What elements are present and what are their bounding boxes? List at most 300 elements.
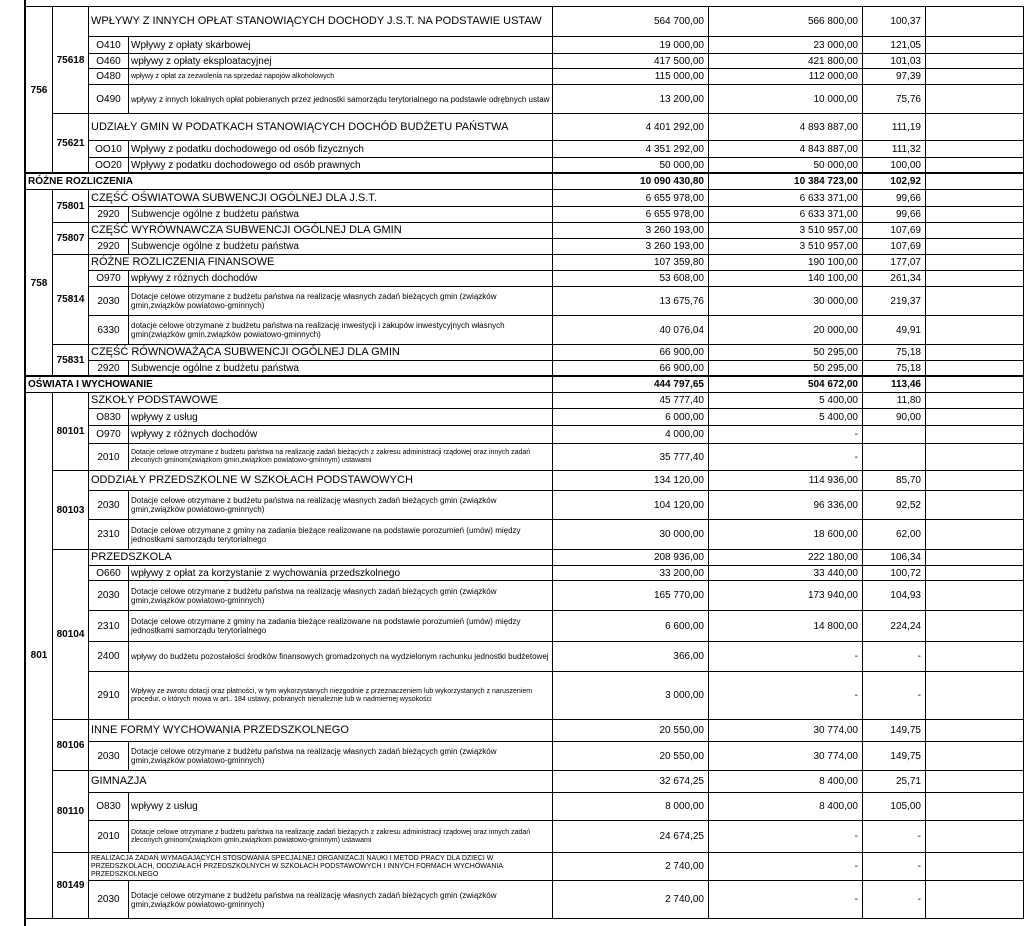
item-description-text: wpływy z opłat za korzystanie z wychowania przedszkolnego [131, 567, 401, 579]
chapter-code [52, 254, 89, 345]
plan-value [552, 392, 709, 409]
plan-value [552, 222, 709, 239]
projected-value-text: 6 633 371,00 [799, 192, 858, 204]
paragraph-code [88, 36, 129, 54]
item-description-text: Subwencje ogólne z budżetu państwa [131, 363, 299, 374]
chapter-code [52, 344, 89, 377]
item-description-text: wpływy do budżetu pozostałości środków finansowych gromadzonych na wydzielonym rachunku jednostki budżetowej [131, 652, 549, 661]
percent-value [862, 610, 926, 642]
empty-cell [925, 425, 1024, 444]
projected-value-text: 8 400,00 [819, 801, 858, 812]
projected-value [708, 741, 863, 771]
percent-value [862, 53, 926, 69]
projected-value [708, 443, 863, 471]
chapter-title [88, 852, 553, 881]
item-description [128, 408, 553, 426]
percent-value-text: 111,32 [891, 143, 921, 155]
chapter-code [52, 222, 89, 255]
plan-value [552, 189, 709, 207]
plan-value-text: 20 550,00 [659, 725, 704, 736]
empty-cell [925, 880, 1024, 919]
plan-value-text: 13 200,00 [659, 93, 704, 105]
chapter-code [52, 470, 89, 550]
chapter-title-text: UDZIAŁY GMIN W PODATKACH STANOWIĄCYCH DOCHÓD BUDŻETU PAŃSTWA [91, 120, 509, 133]
empty-cell [925, 443, 1024, 471]
paragraph-code [88, 580, 129, 611]
percent-value-text: 92,52 [895, 499, 921, 511]
paragraph-code [88, 519, 129, 550]
percent-value-text: - [917, 651, 921, 662]
plan-value-text: 208 936,00 [653, 552, 704, 563]
percent-value [862, 565, 926, 581]
paragraph-code-text: 2030 [97, 590, 120, 601]
percent-value [862, 490, 926, 520]
projected-value [708, 549, 863, 566]
division-code-text: 758 [30, 277, 48, 289]
projected-value-text: 50 295,00 [813, 363, 858, 374]
paragraph-code-text: OO10 [95, 143, 122, 155]
paragraph-code [88, 443, 129, 471]
plan-value [552, 741, 709, 771]
percent-value [862, 344, 926, 361]
projected-value [708, 519, 863, 550]
item-description [128, 820, 553, 853]
percent-value-text: 107,69 [890, 241, 921, 252]
plan-value-text: 4 000,00 [665, 429, 704, 440]
plan-value-text: 6 655 978,00 [645, 209, 704, 220]
empty-cell [925, 140, 1024, 158]
projected-value [708, 852, 863, 881]
paragraph-code-text: 6330 [97, 324, 120, 336]
paragraph-code [88, 425, 129, 444]
item-description-text: Dotacje celowe otrzymane z budżetu państwa na realizację własnych zadań bieżących gmin (związków gmin,związków powiatowo-gminnych) [131, 496, 497, 514]
paragraph-code [88, 270, 129, 287]
chapter-code [52, 189, 89, 223]
plan-value-text: 115 000,00 [654, 71, 704, 82]
item-description [128, 671, 553, 720]
paragraph-code [88, 880, 129, 919]
paragraph-code-text: 2030 [97, 750, 120, 762]
plan-value [552, 68, 709, 85]
percent-value-text: 113,46 [890, 379, 921, 390]
projected-value [708, 719, 863, 742]
chapter-code [52, 852, 89, 919]
percent-value-text: 100,00 [890, 160, 921, 171]
item-description-text: wpływy z różnych dochodów [131, 429, 258, 440]
percent-value [862, 270, 926, 287]
paragraph-code [88, 68, 129, 85]
plan-value-text: 66 900,00 [659, 363, 704, 374]
projected-value-text: 50 295,00 [813, 347, 858, 358]
item-description-text: wpływy z opłat za zezwolenia na sprzedaż napojów alkoholowych [131, 72, 335, 80]
plan-value-text: 564 700,00 [653, 16, 704, 27]
chapter-title [88, 113, 553, 141]
paragraph-code [88, 641, 129, 672]
percent-value-text: 99,66 [895, 209, 921, 220]
empty-cell [925, 519, 1024, 550]
projected-value-text: - [854, 831, 858, 842]
percent-value-text: 62,00 [895, 529, 921, 540]
plan-value [552, 490, 709, 520]
chapter-code [52, 719, 89, 771]
projected-value-text: 222 180,00 [807, 552, 858, 563]
plan-value [552, 206, 709, 223]
item-description-text: wpływy z innych lokalnych opłat pobieranych przez jednostki samorządu terytorialnego na podstawie odrębnych ustaw [131, 94, 550, 104]
empty-cell [925, 741, 1024, 771]
projected-value [708, 820, 863, 853]
empty-cell [925, 392, 1024, 409]
projected-value-text: - [854, 651, 858, 662]
chapter-code-text: 80149 [56, 880, 85, 891]
plan-value-text: 165 770,00 [653, 590, 704, 601]
chapter-title [88, 719, 553, 742]
chapter-title-text: SZKOŁY PODSTAWOWE [91, 394, 218, 406]
empty-cell [925, 671, 1024, 720]
item-description-text: Dotacje celowe otrzymane z gminy na zadania bieżące realizowane na podstawie porozumień (umów) między jednostkami samorządu terytorialnego [131, 525, 521, 544]
empty-cell [925, 206, 1024, 223]
percent-value [862, 820, 926, 853]
item-description [128, 68, 553, 85]
empty-cell [925, 84, 1024, 114]
projected-value-text: 50 000,00 [813, 160, 858, 171]
projected-value [708, 68, 863, 85]
projected-value [708, 286, 863, 316]
empty-cell [925, 36, 1024, 54]
item-description [128, 84, 553, 114]
paragraph-code [88, 565, 129, 581]
plan-value-text: 33 200,00 [659, 567, 704, 579]
plan-value-text: 4 351 292,00 [645, 143, 704, 155]
paragraph-code-text: O460 [96, 55, 121, 67]
projected-value-text: 96 336,00 [813, 499, 858, 511]
plan-value [552, 565, 709, 581]
percent-value [862, 68, 926, 85]
projected-value [708, 206, 863, 223]
chapter-code [52, 6, 89, 114]
plan-value-text: 20 550,00 [659, 750, 704, 762]
projected-value-text: 30 774,00 [813, 725, 858, 736]
chapter-code-text: 75618 [56, 54, 85, 66]
division-code-text: 756 [30, 84, 48, 96]
plan-value [552, 84, 709, 114]
empty-cell [925, 222, 1024, 239]
percent-value-text: 224,24 [890, 620, 921, 632]
projected-value [708, 270, 863, 287]
percent-value [862, 443, 926, 471]
percent-value-text: 106,34 [890, 552, 921, 563]
paragraph-code-text: 2920 [97, 209, 120, 220]
plan-value [552, 852, 709, 881]
chapter-code-text: 80110 [56, 806, 85, 817]
plan-value-text: 134 120,00 [653, 475, 704, 486]
projected-value-text: - [854, 429, 858, 440]
chapter-title-text: GIMNAZJA [91, 775, 147, 787]
empty-cell [925, 490, 1024, 520]
percent-value [862, 671, 926, 720]
item-description [128, 238, 553, 255]
plan-value [552, 719, 709, 742]
percent-value [862, 84, 926, 114]
plan-value-text: 19 000,00 [659, 39, 704, 51]
projected-value [708, 376, 863, 393]
plan-value-text: 6 600,00 [665, 620, 704, 632]
percent-value-text: 177,07 [890, 257, 921, 268]
paragraph-code [88, 741, 129, 771]
empty-cell [925, 376, 1024, 393]
chapter-title [88, 6, 553, 37]
paragraph-code-text: O490 [96, 93, 121, 105]
chapter-code-text: 80106 [56, 739, 85, 751]
projected-value [708, 173, 863, 190]
paragraph-code-text: 2010 [97, 451, 120, 463]
projected-value [708, 392, 863, 409]
plan-value-text: 366,00 [673, 651, 704, 662]
plan-value [552, 254, 709, 271]
item-description-text: Dotacje celowe otrzymane z budżetu państwa na realizację własnych zadań bieżących gmin (związków gmin,związków powiatowo-gminnych) [131, 747, 497, 765]
table-left-border [24, 0, 26, 926]
percent-value [862, 286, 926, 316]
projected-value-text: 504 672,00 [807, 379, 858, 390]
projected-value-text: 30 774,00 [813, 750, 858, 762]
plan-value [552, 238, 709, 255]
paragraph-code [88, 84, 129, 114]
percent-value-text: - [917, 831, 921, 842]
paragraph-code-text: 2310 [97, 529, 120, 540]
empty-cell [925, 173, 1024, 190]
projected-value-text: 3 510 957,00 [799, 241, 858, 252]
projected-value-text: 18 600,00 [813, 529, 858, 540]
plan-value-text: 107 359,80 [653, 257, 704, 268]
paragraph-code-text: O830 [96, 801, 121, 812]
projected-value [708, 189, 863, 207]
projected-value-text: 23 000,00 [813, 39, 858, 51]
plan-value [552, 820, 709, 853]
percent-value-text: 90,00 [895, 411, 921, 423]
plan-value-text: 32 674,25 [659, 776, 704, 787]
projected-value-text: 5 400,00 [819, 411, 858, 423]
percent-value-text: 75,18 [895, 363, 921, 374]
plan-value-text: 104 120,00 [653, 499, 704, 511]
item-description [128, 880, 553, 919]
paragraph-code-text: O410 [96, 39, 121, 51]
paragraph-code-text: O970 [96, 273, 121, 284]
chapter-code [52, 392, 89, 471]
percent-value-text: 107,69 [890, 225, 921, 236]
item-description-text: Dotacje celowe otrzymane z gminy na zadania bieżące realizowane na podstawie porozumień (umów) między jednostkami samorządu terytorialnego [131, 617, 521, 635]
projected-value-text: 5 400,00 [819, 395, 858, 406]
percent-value-text: 85,70 [895, 475, 921, 486]
projected-value-text: 421 800,00 [807, 55, 858, 67]
empty-cell [925, 53, 1024, 69]
projected-value [708, 671, 863, 720]
percent-value-text: 219,37 [890, 295, 921, 307]
plan-value [552, 519, 709, 550]
empty-cell [925, 113, 1024, 141]
paragraph-code [88, 53, 129, 69]
item-description [128, 425, 553, 444]
percent-value [862, 580, 926, 611]
chapter-code [52, 113, 89, 174]
plan-value-text: 2 740,00 [665, 894, 704, 905]
plan-value [552, 173, 709, 190]
paragraph-code [88, 315, 129, 345]
paragraph-code [88, 286, 129, 316]
chapter-code-text: 75621 [56, 138, 85, 149]
percent-value-text: 149,75 [890, 725, 921, 736]
percent-value [862, 173, 926, 190]
item-description [128, 140, 553, 158]
percent-value [862, 113, 926, 141]
chapter-code-text: 75814 [56, 294, 85, 305]
chapter-title-text: REALIZACJA ZADAŃ WYMAGAJĄCYCH STOSOWANIA SPECJALNEJ ORGANIZACJI NAUKI I METOD PRACY DLA DZIECI W PRZEDSZKOLACH, ODDZIAŁACH PRZEDSZKOLNYCH W SZKOŁACH PODSTAWOWYCH I INNYCH FORMACH WYCHOWANIA PRZEDSZKOLNEGO [91, 854, 503, 878]
plan-value [552, 880, 709, 919]
empty-cell [925, 286, 1024, 316]
projected-value [708, 425, 863, 444]
item-description-text: wpływy z usług [131, 411, 198, 423]
plan-value [552, 344, 709, 361]
paragraph-code-text: 2920 [97, 363, 120, 374]
paragraph-code [88, 490, 129, 520]
item-description [128, 580, 553, 611]
empty-cell [925, 610, 1024, 642]
item-description [128, 565, 553, 581]
percent-value [862, 792, 926, 821]
chapter-code-text: 80101 [56, 426, 85, 437]
projected-value [708, 140, 863, 158]
item-description-text: Dotacje celowe otrzymane z budżetu państwa na realizację własnych zadań bieżących gmin (związków gmin,związków powiatowo-gminnych) [131, 586, 497, 605]
projected-value [708, 470, 863, 491]
percent-value [862, 206, 926, 223]
plan-value [552, 580, 709, 611]
percent-value-text: 104,93 [890, 590, 921, 601]
item-description [128, 286, 553, 316]
empty-cell [925, 792, 1024, 821]
division-separator [25, 172, 1024, 174]
paragraph-code-text: 2920 [97, 241, 120, 252]
chapter-code-text: 80103 [56, 504, 85, 516]
percent-value [862, 519, 926, 550]
percent-value [862, 549, 926, 566]
plan-value [552, 286, 709, 316]
plan-value-text: 8 000,00 [665, 801, 704, 812]
projected-value [708, 490, 863, 520]
plan-value-text: 10 090 430,80 [640, 176, 704, 187]
projected-value-text: 4 843 887,00 [799, 143, 858, 155]
empty-cell [925, 344, 1024, 361]
percent-value-text: 25,71 [895, 776, 921, 787]
chapter-title-text: WPŁYWY Z INNYCH OPŁAT STANOWIĄCYCH DOCHODY J.S.T. NA PODSTAWIE USTAW [91, 15, 542, 27]
percent-value [862, 408, 926, 426]
plan-value [552, 270, 709, 287]
item-description [128, 36, 553, 54]
percent-value [862, 392, 926, 409]
item-description-text: Dotacje celowe otrzymane z budżetu państwa na realizację zadań bieżących z zakresu administracji rządowej oraz innych zadań zleconych gminom(związkom gmin,związkom powiatowo-gminnym) ustawami [131, 828, 531, 844]
plan-value [552, 792, 709, 821]
paragraph-code-text: 2400 [97, 651, 120, 662]
projected-value-text: 4 893 887,00 [799, 121, 858, 133]
percent-value [862, 36, 926, 54]
percent-value [862, 470, 926, 491]
percent-value-text: 100,72 [890, 567, 921, 579]
percent-value-text: 111,19 [891, 121, 921, 133]
paragraph-code [88, 140, 129, 158]
item-description [128, 270, 553, 287]
empty-cell [925, 580, 1024, 611]
projected-value [708, 770, 863, 793]
plan-value-text: 4 401 292,00 [645, 121, 704, 133]
plan-value [552, 140, 709, 158]
plan-value [552, 770, 709, 793]
plan-value [552, 470, 709, 491]
chapter-title-text: RÓŻNE ROZLICZENIA FINANSOWE [91, 256, 275, 268]
empty-cell [925, 238, 1024, 255]
projected-value-text: 173 940,00 [807, 590, 858, 601]
plan-value [552, 408, 709, 426]
projected-value-text: 190 100,00 [807, 257, 858, 268]
item-description [128, 315, 553, 345]
item-description [128, 610, 553, 642]
projected-value-text: 14 800,00 [813, 620, 858, 632]
item-description [128, 792, 553, 821]
item-description-text: Subwencje ogólne z budżetu państwa [131, 209, 299, 220]
plan-value [552, 315, 709, 345]
paragraph-code [88, 820, 129, 853]
percent-value-text: - [917, 894, 921, 905]
plan-value [552, 6, 709, 37]
plan-value-text: 6 000,00 [665, 411, 704, 423]
percent-value [862, 719, 926, 742]
item-description [128, 53, 553, 69]
chapter-title [88, 470, 553, 491]
chapter-title-text: CZĘŚĆ RÓWNOWAŻĄCA SUBWENCJI OGÓLNEJ DLA GMIN [91, 346, 400, 358]
plan-value [552, 53, 709, 69]
projected-value [708, 641, 863, 672]
plan-value-text: 444 797,65 [653, 379, 704, 390]
percent-value-text: 121,05 [890, 39, 921, 51]
chapter-title-text: INNE FORMY WYCHOWANIA PRZEDSZKOLNEGO [91, 724, 349, 736]
percent-value [862, 770, 926, 793]
projected-value-text: 33 440,00 [813, 567, 858, 579]
paragraph-code-text: 2030 [97, 295, 120, 307]
paragraph-code [88, 206, 129, 223]
item-description-text: Wpływy z podatku dochodowego od osób prawnych [131, 160, 361, 171]
plan-value [552, 671, 709, 720]
projected-value [708, 408, 863, 426]
empty-cell [925, 270, 1024, 287]
percent-value-text: 97,39 [895, 71, 921, 82]
projected-value [708, 53, 863, 69]
percent-value-text: 105,00 [890, 801, 921, 812]
plan-value [552, 376, 709, 393]
division-title [25, 173, 553, 190]
chapter-code [52, 549, 89, 720]
empty-cell [925, 189, 1024, 207]
item-description-text: Dotacje celowe otrzymane z budżetu państwa na realizację własnych zadań bieżących gmin (związków gmin,związków powiatowo-gminnych) [131, 292, 497, 310]
paragraph-code-text: O660 [96, 567, 121, 579]
percent-value [862, 222, 926, 239]
paragraph-code [88, 238, 129, 255]
chapter-title-text: ODDZIAŁY PRZEDSZKOLNE W SZKOŁACH PODSTAWOWYCH [91, 474, 413, 486]
projected-value-text: 566 800,00 [807, 16, 858, 27]
percent-value [862, 315, 926, 345]
item-description-text: dotacje celowe otrzymane z budżetu państwa na realizację inwestycji i zakupów inwestycyjnych własnych gmin(związków gmin,związków powiatowo-gminnych) [131, 321, 505, 339]
empty-cell [925, 254, 1024, 271]
plan-value-text: 45 777,40 [659, 395, 704, 406]
percent-value-text: - [917, 861, 921, 872]
plan-value [552, 610, 709, 642]
empty-cell [925, 470, 1024, 491]
paragraph-code-text: O480 [96, 71, 121, 82]
